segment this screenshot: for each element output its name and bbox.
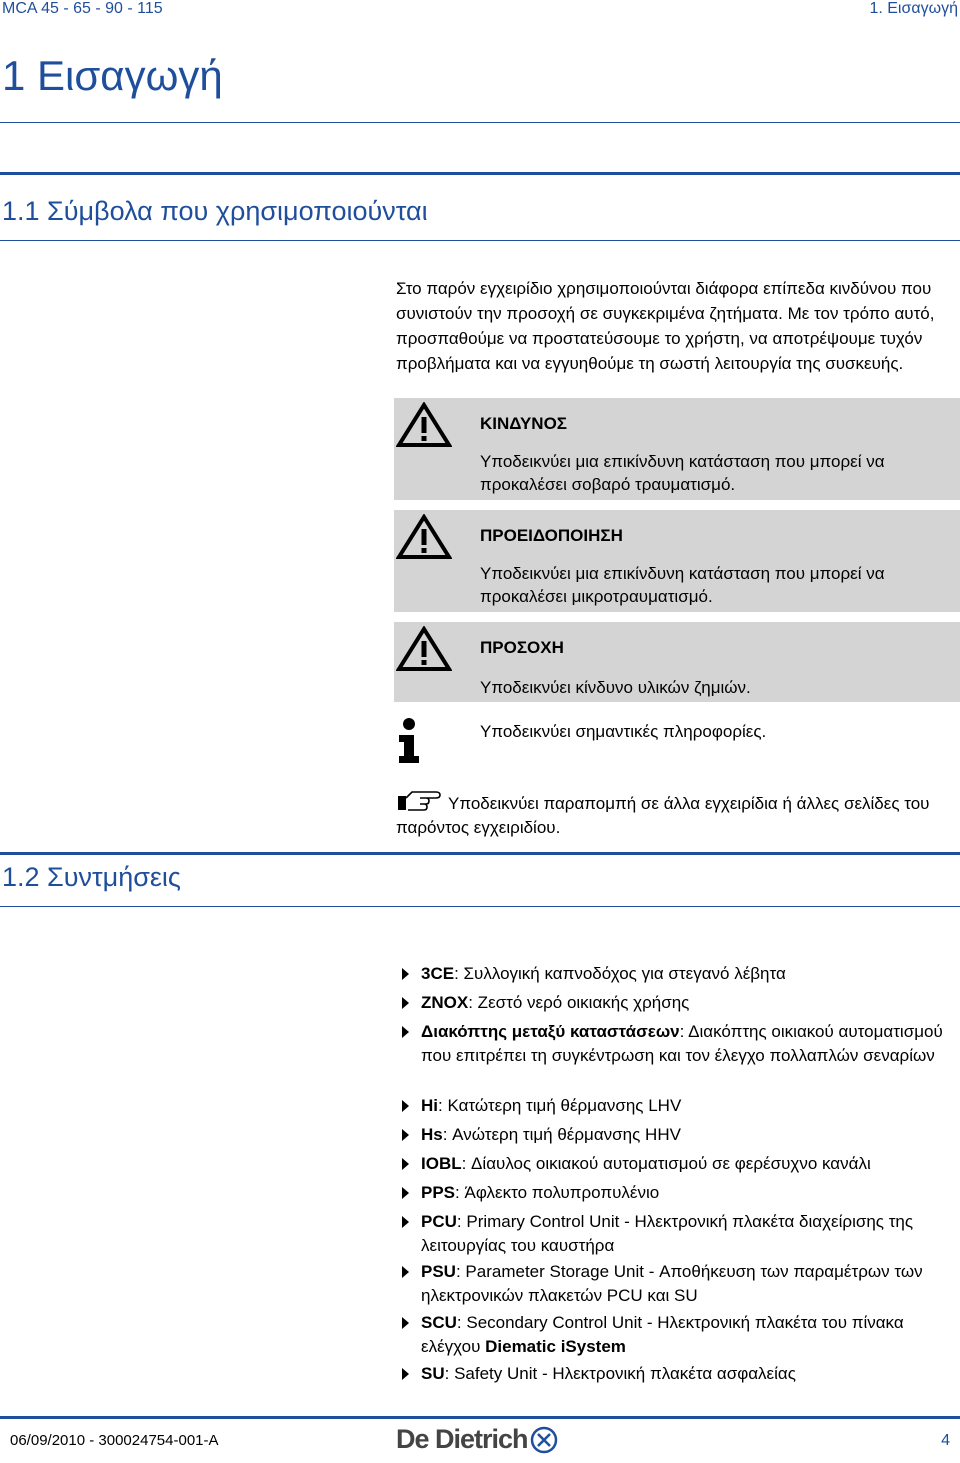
footer-date-docnumber: 06/09/2010 - 300024754-001-A	[10, 1432, 219, 1449]
running-header-left: MCA 45 - 65 - 90 - 115	[2, 0, 163, 17]
abbreviation-term: Hi	[421, 1096, 438, 1115]
bullet-arrow-icon	[402, 1216, 409, 1228]
info-icon	[396, 718, 422, 769]
abbreviation-text	[421, 1152, 960, 1176]
reference-text	[396, 792, 956, 840]
bullet-arrow-icon	[402, 1368, 409, 1380]
info-text: Υποδεικνύει σημαντικές πληροφορίες.	[480, 722, 767, 741]
abbreviation-term: Hs	[421, 1125, 443, 1144]
bullet-arrow-icon	[402, 1129, 409, 1141]
section-title-1-2: 1.2 Συντμήσεις	[2, 862, 181, 892]
abbreviation-text	[421, 1123, 960, 1147]
abbreviation-text	[421, 1210, 960, 1258]
warning-triangle-icon	[396, 402, 452, 453]
section-rule-bottom	[0, 906, 960, 907]
abbreviation-text	[421, 962, 960, 986]
warning-title: ΠΡΟΕΙΔΟΠΟΙΗΣΗ	[480, 526, 623, 545]
abbreviation-term: ΖΝΟΧ	[421, 993, 469, 1012]
abbreviation-text	[421, 1311, 960, 1359]
abbreviation-term: SCU	[421, 1313, 457, 1332]
warning-triangle-icon	[396, 514, 452, 565]
bullet-arrow-icon	[402, 1317, 409, 1329]
footer-rule	[0, 1416, 960, 1419]
bullet-arrow-icon	[402, 1266, 409, 1278]
abbreviation-term: 3CE	[421, 964, 455, 983]
abbreviation-emphasis: Diematic iSystem	[485, 1337, 626, 1356]
danger-title: ΚΙΝΔΥΝΟΣ	[480, 414, 567, 433]
abbreviation-term: PPS	[421, 1183, 456, 1202]
abbreviation-description: : Parameter Storage Unit - Αποθήκευση των παραμέτρων των ηλεκτρονικών πλακετών PCU και SU	[421, 1262, 923, 1305]
warning-triangle-icon	[396, 626, 452, 677]
abbreviation-term: PSU	[421, 1262, 456, 1281]
abbreviation-text	[421, 1181, 960, 1205]
section-rule	[0, 852, 960, 855]
bullet-arrow-icon	[402, 968, 409, 980]
caution-title: ΠΡΟΣΟΧΗ	[480, 638, 564, 657]
danger-text: Υποδεικνύει μια επικίνδυνη κατάσταση που μπορεί να προκαλέσει σοβαρό τραυματισμό.	[480, 452, 885, 494]
abbreviation-description: : Safety Unit - Ηλεκτρονική πλακέτα ασφαλείας	[444, 1364, 796, 1383]
section-rule-bottom	[0, 240, 960, 241]
abbreviation-description: : Ανώτερη τιμή θέρμανσης HHV	[442, 1125, 681, 1144]
reference-text-content: Υποδεικνύει παραπομπή σε άλλα εγχειρίδια ή άλλες σελίδες του παρόντος εγχειριδίου.	[396, 794, 930, 837]
de-dietrich-logo	[396, 1422, 566, 1463]
svg-text:De Dietrich: De Dietrich	[396, 1424, 528, 1454]
title-rule	[0, 122, 960, 123]
page-number: 4	[941, 1432, 950, 1449]
chapter-title: 1 Εισαγωγή	[2, 52, 223, 99]
bullet-arrow-icon	[402, 1187, 409, 1199]
abbreviation-term: SU	[421, 1364, 445, 1383]
bullet-arrow-icon	[402, 1100, 409, 1112]
running-header-right: 1. Εισαγωγή	[869, 0, 958, 17]
abbreviation-description: : Ζεστό νερό οικιακής χρήσης	[468, 993, 690, 1012]
abbreviation-description: : Διακόπτης οικιακού αυτοματισμού που επιτρέπει τη συγκέντρωση και τον έλεγχο πολλαπλών σεναρίων	[421, 1022, 943, 1065]
bullet-arrow-icon	[402, 1158, 409, 1170]
warning-text: Υποδεικνύει μια επικίνδυνη κατάσταση που μπορεί να προκαλέσει μικροτραυματισμό.	[480, 564, 885, 606]
bullet-arrow-icon	[402, 1026, 409, 1038]
abbreviation-text	[421, 1362, 960, 1386]
warning-box	[394, 510, 960, 612]
abbreviation-description: : Άφλεκτο πολυπροπυλένιο	[455, 1183, 660, 1202]
intro-paragraph: Στο παρόν εγχειρίδιο χρησιμοποιούνται διάφορα επίπεδα κινδύνου που συνιστούν την προσοχή σε συγκεκριμένα ζητήματα. Με τον τρόπο αυτό, προσπαθούμε να προστατεύσουμε το χρήστη, να αποτρέψουμε τυχόν προβλήματα και να εγγυηθούμε τη σωστή λειτουργία της συσκευής.	[396, 279, 935, 373]
caution-box	[394, 622, 960, 702]
abbreviation-text	[421, 1260, 960, 1308]
bullet-arrow-icon	[402, 997, 409, 1009]
abbreviation-description: : Κατώτερη τιμή θέρμανσης LHV	[438, 1096, 682, 1115]
abbreviation-term: PCU	[421, 1212, 457, 1231]
abbreviation-description: : Secondary Control Unit - Ηλεκτρονική πλακέτα του πίνακα ελέγχου	[421, 1313, 904, 1356]
abbreviation-text	[421, 1020, 960, 1068]
abbreviation-description: : Primary Control Unit - Ηλεκτρονική πλακέτα διαχείρισης της λειτουργίας του καυστήρα	[421, 1212, 914, 1255]
abbreviation-text	[421, 1094, 960, 1118]
danger-box	[394, 398, 960, 500]
abbreviation-text	[421, 991, 960, 1015]
section-rule	[0, 172, 960, 175]
section-title-1-1: 1.1 Σύμβολα που χρησιμοποιούνται	[2, 196, 428, 226]
abbreviation-term: IOBL	[421, 1154, 462, 1173]
abbreviation-description: : Δίαυλος οικιακού αυτοματισμού σε φερέσυχνο κανάλι	[461, 1154, 871, 1173]
abbreviation-term: Διακόπτης μεταξύ καταστάσεων	[421, 1022, 680, 1041]
abbreviation-description: : Συλλογική καπνοδόχος για στεγανό λέβητα	[454, 964, 786, 983]
caution-text: Υποδεικνύει κίνδυνο υλικών ζημιών.	[480, 678, 751, 697]
